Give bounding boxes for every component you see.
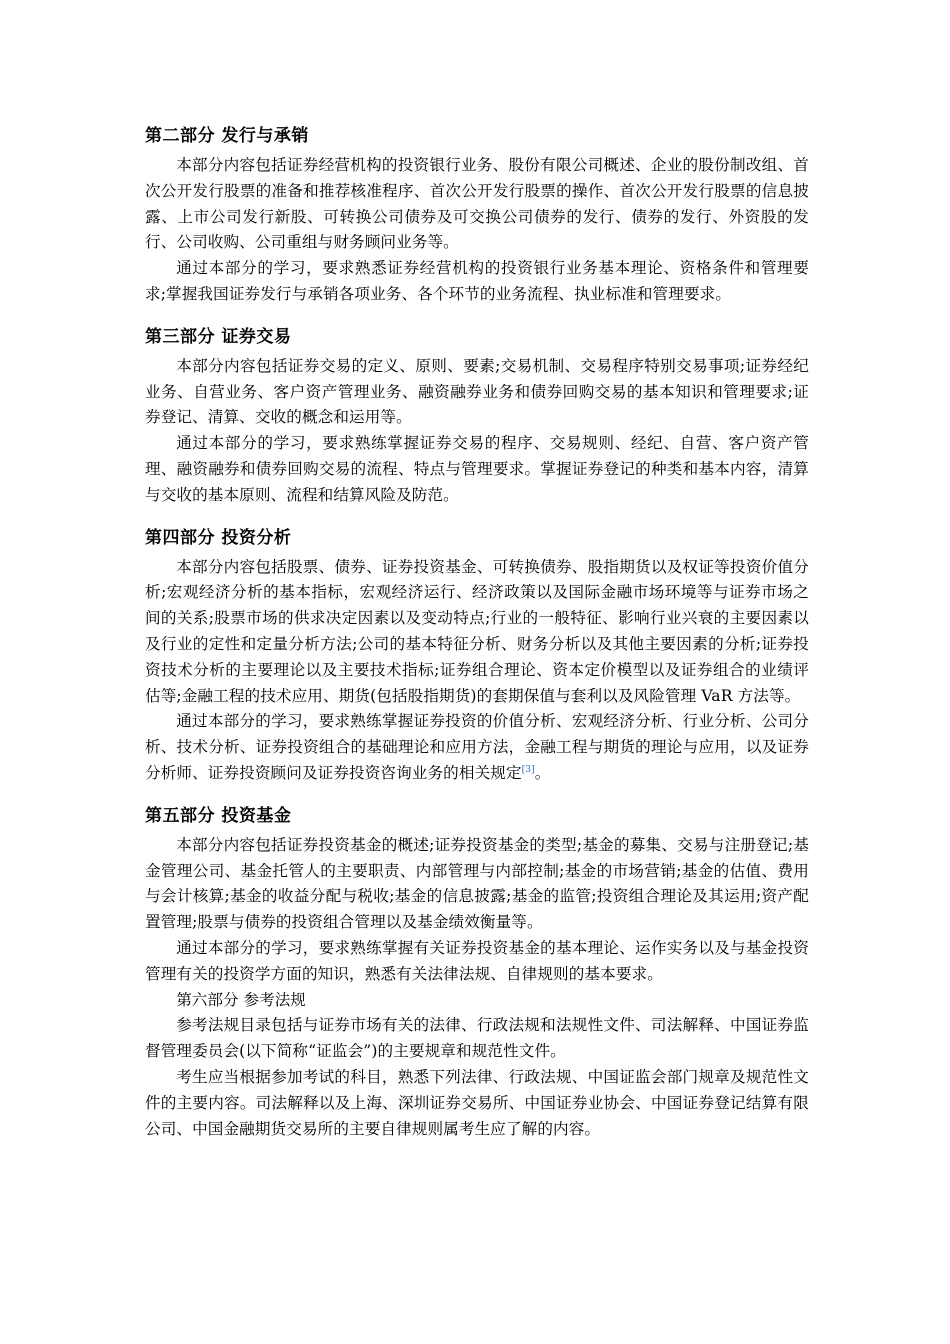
section-title-reference-regulations: 第六部分 参考法规 — [176, 990, 306, 1009]
paragraph: 本部分内容包括证券投资基金的概述;证券投资基金的类型;基金的募集、交易与注册登记;基金管理公司、基金托管人的主要职责、内部管理与内部控制;基金的市场营销;基金的估值、费用与会计核算;基金的收益分配与税收;基金的信息披露;基金的监管;投资组合理论及其运用;资产配置管理;股票与债券的投资组合管理以及基金绩效衡量等。 — [145, 835, 809, 932]
paragraph: 通过本部分的学习，要求熟悉证券经营机构的投资银行业务基本理论、资格条件和管理要求;掌握我国证券发行与承销各项业务、各个环节的业务流程、执业标准和管理要求。 — [145, 259, 809, 303]
paragraph-tail: 。 — [534, 763, 551, 782]
paragraph: 通过本部分的学习，要求熟练掌握证券交易的程序、交易规则、经纪、自营、客户资产管理、融资融券和债券回购交易的流程、特点与管理要求。掌握证券登记的种类和基本内容，清算与交收的基本原则、流程和结算风险及防范。 — [145, 434, 809, 504]
paragraph: 参考法规目录包括与证券市场有关的法律、行政法规和法规性文件、司法解释、中国证券监督管理委员会(以下简称“证监会”)的主要规章和规范性文件。 — [145, 1016, 809, 1061]
paragraph — [145, 709, 809, 786]
paragraph: 本部分内容包括证券交易的定义、原则、要素;交易机制、交易程序特别交易事项;证券经纪业务、自营业务、客户资产管理业务、融资融券业务和债券回购交易的基本知识和管理要求;证券登记、清算、交收的概念和运用等。 — [145, 356, 809, 427]
section-title-investment-analysis: 第四部分 投资分析 — [145, 527, 292, 548]
paragraph: 本部分内容包括股票、债券、证券投资基金、可转换债券、股指期货以及权证等投资价值分析;宏观经济分析的基本指标，宏观经济运行、经济政策以及国际金融市场环境等与证券市场之间的关系;股票市场的供求决定因素以及变动特点;行业的一般特征、影响行业兴衰的主要因素以及行业的定性和定量分析方法;公司的基本特征分析、财务分析以及其他主要因素的分析;证券投资技术分析的主要理论以及主要技术指标;证券组合理论、资本定价模型以及证券组合的业绩评估等;金融工程的技术应用、期货(包括股指期货)的套期保值与套利以及风险管理 VaR 方法等。 — [145, 557, 809, 705]
section-title-trading: 第三部分 证券交易 — [145, 326, 292, 347]
paragraph: 考生应当根据参加考试的科目，熟悉下列法律、行政法规、中国证监会部门规章及规范性文件的主要内容。司法解释以及上海、深圳证券交易所、中国证券业协会、中国证券登记结算有限公司、中国金融期货交易所的主要自律规则属考生应了解的内容。 — [145, 1067, 809, 1138]
document-page — [145, 123, 809, 1142]
footnote-link[interactable]: [3] — [521, 764, 535, 775]
section-title-issuance: 第二部分 发行与承销 — [145, 126, 309, 146]
paragraph: 通过本部分的学习，要求熟练掌握有关证券投资基金的基本理论、运作实务以及与基金投资管理有关的投资学方面的知识，熟悉有关法律法规、自律规则的基本要求。 — [145, 938, 809, 983]
paragraph-text: 通过本部分的学习，要求熟练掌握证券投资的价值分析、宏观经济分析、行业分析、公司分析、技术分析、证券投资组合的基础理论和应用方法，金融工程与期货的理论与应用，以及证券分析师、证券投资顾问及证券投资咨询业务的相关规定 — [145, 712, 809, 782]
section-title-investment-funds: 第五部分 投资基金 — [145, 805, 292, 826]
paragraph: 本部分内容包括证券经营机构的投资银行业务、股份有限公司概述、企业的股份制改组、首次公开发行股票的准备和推荐核准程序、首次公开发行股票的操作、首次公开发行股票的信息披露、上市公司发行新股、可转换公司债券及可交换公司债券的发行、债券的发行、外资股的发行、公司收购、公司重组与财务顾问业务等。 — [145, 156, 809, 252]
